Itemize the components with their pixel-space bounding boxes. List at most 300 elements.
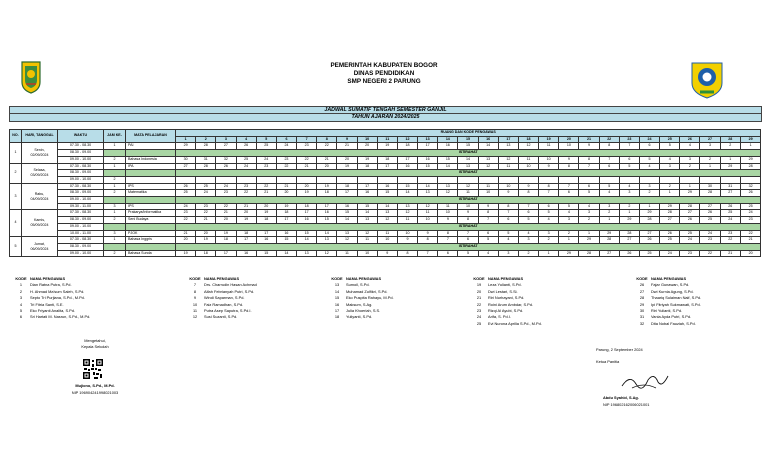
supervisor-code: 2: [19, 288, 23, 294]
supervisor-code: 12: [397, 210, 417, 217]
supervisor-code: 17: [276, 217, 296, 224]
supervisor-code: 5: [599, 183, 619, 190]
supervisor-code: 24: [256, 156, 276, 163]
supervisor-code: 14: [297, 237, 317, 244]
supervisor-code: 27: [619, 237, 639, 244]
time-cell: 07.30 - 08.30: [58, 143, 104, 150]
supervisor-code: 28: [660, 210, 680, 217]
supervisor-code: 17: [377, 163, 397, 170]
supervisor-code: 10: [377, 237, 397, 244]
supervisor-code: 27: [639, 230, 659, 237]
supervisor-code: 22: [740, 230, 761, 237]
supervisor-code: 27: [639, 288, 645, 294]
supervisor-code: 24: [276, 143, 296, 150]
supervisor-code: 27: [680, 210, 700, 217]
supervisor-code: 18: [256, 217, 276, 224]
supervisor-code: 22: [236, 190, 256, 197]
supervisor-code: 28: [740, 163, 761, 170]
day-number: 5: [10, 237, 22, 257]
room-number: 21: [579, 136, 599, 143]
supervisor-code: 1: [639, 203, 659, 210]
supervisor-code: [579, 176, 599, 183]
room-number: 22: [599, 136, 619, 143]
room-number: 1: [176, 136, 196, 143]
supervisor-code: 6: [458, 237, 478, 244]
room-number: 14: [438, 136, 458, 143]
supervisor-code: 30: [700, 183, 720, 190]
supervisor-code: 11: [357, 237, 377, 244]
supervisor-code: 4: [478, 250, 498, 257]
supervisor-code: 1: [720, 156, 740, 163]
time-cell: 09.00 - 10.00: [58, 156, 104, 163]
header-day: HARI, TANGGAL: [22, 130, 58, 143]
supervisor-code: 20: [176, 237, 196, 244]
supervisor-code: 21: [256, 190, 276, 197]
break-cell: [126, 243, 176, 250]
supervisor-code: 5: [458, 250, 478, 257]
committee-nip: NIP 196802162006021001: [603, 402, 650, 407]
supervisor-code: 24: [236, 163, 256, 170]
supervisor-entry: [186, 314, 257, 320]
supervisor-code: 20: [196, 230, 216, 237]
supervisor-code: 21: [337, 143, 357, 150]
supervisor-code: 28: [619, 230, 639, 237]
supervisor-code: 23: [196, 203, 216, 210]
supervisor-name: Arifa, S. Pd.I.: [488, 314, 511, 320]
supervisor-code: 9: [498, 190, 518, 197]
supervisor-code: 23: [216, 190, 236, 197]
supervisor-code: 27: [216, 143, 236, 150]
table-row: [10, 183, 761, 190]
supervisor-code: 10: [478, 190, 498, 197]
supervisor-code: 32: [639, 320, 645, 326]
supervisor-code: 10: [192, 301, 198, 307]
day-number: 3: [10, 183, 22, 210]
supervisor-name: Maksum, S.Ag.: [346, 301, 373, 307]
room-number: 20: [559, 136, 579, 143]
room-number: 27: [700, 136, 720, 143]
time-cell: 07.30 - 08.30: [58, 237, 104, 244]
supervisor-code: 26: [176, 183, 196, 190]
room-number: 5: [256, 136, 276, 143]
supervisor-code: 10: [357, 250, 377, 257]
supervisor-code: [539, 176, 559, 183]
committee-role: Ketua Panitia: [596, 359, 620, 364]
jam-cell: 1: [104, 143, 126, 150]
supervisor-code: 13: [337, 230, 357, 237]
table-row: [10, 250, 761, 257]
day-number: 1: [10, 143, 22, 163]
table-row: [10, 150, 761, 157]
room-number: 15: [458, 136, 478, 143]
supervisor-name: Dita Nobal Fauziah, S.Pd.: [651, 320, 696, 326]
supervisor-code: 13: [438, 183, 458, 190]
supervisor-code: 29: [740, 156, 761, 163]
time-cell: 09.00 - 10.00: [58, 250, 104, 257]
supervisor-code: 11: [418, 210, 438, 217]
table-row: [10, 197, 761, 204]
supervisor-code: 29: [599, 230, 619, 237]
supervisor-code: 14: [337, 217, 357, 224]
supervisor-code: 28: [680, 203, 700, 210]
supervisor-code: 27: [599, 250, 619, 257]
supervisor-code: 31: [639, 314, 645, 320]
room-number: 7: [297, 136, 317, 143]
jam-cell: 2: [104, 176, 126, 183]
supervisor-code: 12: [518, 143, 538, 150]
room-number: 6: [276, 136, 296, 143]
supervisor-code: 14: [357, 210, 377, 217]
supervisor-code: 1: [680, 183, 700, 190]
break-cell: [104, 243, 126, 250]
supervisor-code: 26: [680, 217, 700, 224]
supervisor-code: 11: [518, 156, 538, 163]
table-row: [10, 223, 761, 230]
header-line-2: DINAS PENDIDIKAN: [353, 70, 415, 77]
day-number: 2: [10, 163, 22, 183]
supervisor-code: 6: [559, 190, 579, 197]
supervisor-code: [256, 176, 276, 183]
supervisor-code: 5: [639, 156, 659, 163]
supervisor-code: 12: [192, 314, 198, 320]
supervisor-code: 9: [478, 203, 498, 210]
supervisor-name: Septo Tri Purjiana, S.Pd., M.Pd.: [30, 295, 85, 301]
supervisor-code: 8: [559, 163, 579, 170]
room-number: 19: [539, 136, 559, 143]
supervisor-code: 1: [539, 250, 559, 257]
jam-cell: 1: [104, 163, 126, 170]
supervisor-code: 17: [216, 250, 236, 257]
subject-cell: Bahasa Sunda: [126, 250, 176, 257]
supervisor-code: 11: [192, 308, 198, 314]
supervisor-code: 32: [740, 183, 761, 190]
supervisor-name: Roini Arum Ambdar, S.Pd.: [488, 301, 533, 307]
break-cell: [104, 197, 126, 204]
supervisor-code: 29: [579, 237, 599, 244]
supervisor-code: 17: [418, 143, 438, 150]
jam-cell: 2: [104, 217, 126, 224]
supervisor-code: 14: [334, 288, 340, 294]
supervisor-code: 20: [297, 183, 317, 190]
supervisor-code: 8: [579, 156, 599, 163]
supervisor-code: 25: [720, 210, 740, 217]
supervisor-code: 21: [236, 203, 256, 210]
supervisor-name: Dwi Lestari, S.Si.: [488, 288, 518, 294]
supervisor-code: [397, 176, 417, 183]
supervisor-code: 25: [236, 156, 256, 163]
supervisor-code: 2: [518, 250, 538, 257]
supervisor-name: Faiz Ramadhan, S.Pd.: [204, 301, 244, 307]
break-cell: [126, 223, 176, 230]
supervisor-name: Eko Puspita Rahayu, M.Pd.: [346, 295, 394, 301]
supervisor-name: Rizqi Al Ayubi, S.Pd.: [488, 308, 524, 314]
supervisor-code: 2: [619, 203, 639, 210]
table-header-row: [10, 130, 761, 137]
supervisor-code: 15: [357, 203, 377, 210]
supervisor-code: 5: [19, 308, 23, 314]
supervisor-code: 14: [276, 250, 296, 257]
supervisor-code: 28: [196, 163, 216, 170]
supervisor-name: Dwi Kurnia Agung, S.Pd.: [651, 288, 694, 294]
table-row: [10, 163, 761, 170]
supervisor-code: 22: [176, 217, 196, 224]
header-time: WAKTU: [58, 130, 104, 143]
room-number: 10: [357, 136, 377, 143]
supervisor-code: 3: [498, 250, 518, 257]
supervisor-code: 16: [438, 143, 458, 150]
room-number: 18: [518, 136, 538, 143]
supervisor-code: 20: [216, 217, 236, 224]
room-number: 2: [196, 136, 216, 143]
room-number: 13: [418, 136, 438, 143]
supervisor-code: 20: [337, 156, 357, 163]
time-cell: 08.30 - 09.00: [58, 243, 104, 250]
time-cell: 07.30 - 08.30: [58, 163, 104, 170]
supervisor-code: 21: [176, 230, 196, 237]
supervisor-name: Alfah Febrianyah Putri, S.Pd.: [204, 288, 255, 294]
supervisor-code: 21: [317, 156, 337, 163]
supervisor-code: 12: [478, 163, 498, 170]
supervisor-code: 29: [639, 301, 645, 307]
legend-name-header: NAMA PENGAWAS: [346, 276, 382, 281]
day-date: 04/09/2024: [30, 196, 49, 201]
supervisor-code: 15: [418, 163, 438, 170]
supervisor-code: 4: [559, 210, 579, 217]
supervisor-code: 13: [297, 250, 317, 257]
supervisor-code: 3: [639, 183, 659, 190]
header-subject: MATA PELAJARAN: [126, 130, 176, 143]
supervisor-code: 15: [438, 156, 458, 163]
supervisor-code: 31: [720, 183, 740, 190]
supervisor-code: 3: [539, 230, 559, 237]
supervisor-code: 22: [276, 163, 296, 170]
supervisor-code: 10: [539, 156, 559, 163]
supervisor-code: 9: [418, 230, 438, 237]
qr-code-icon: [82, 358, 104, 380]
supervisor-code: 26: [720, 203, 740, 210]
subject-cell: Bahasa Inggris: [126, 237, 176, 244]
supervisor-code: 11: [377, 230, 397, 237]
day-date: 02/09/2024: [30, 152, 49, 157]
supervisor-code: 10: [559, 143, 579, 150]
supervisor-name: Sri Hartati M. Nasrun, S.Pd., M.Pd.: [30, 314, 91, 320]
day-date: 06/09/2024: [30, 246, 49, 251]
supervisor-code: 19: [176, 250, 196, 257]
supervisor-code: 13: [478, 156, 498, 163]
supervisor-code: 1: [599, 217, 619, 224]
supervisor-code: 23: [236, 183, 256, 190]
supervisor-code: 21: [276, 183, 296, 190]
supervisor-code: 7: [478, 217, 498, 224]
supervisor-code: 29: [619, 217, 639, 224]
day-cell: [22, 143, 58, 163]
subject-cell: Matematika: [126, 190, 176, 197]
supervisor-code: 22: [216, 203, 236, 210]
supervisor-code: 16: [377, 183, 397, 190]
supervisor-code: 14: [478, 143, 498, 150]
supervisor-code: [498, 176, 518, 183]
supervisor-code: 22: [317, 143, 337, 150]
day-name: Senin,: [34, 147, 45, 152]
legend-code-header: KODE: [473, 276, 485, 281]
jam-cell: 2: [104, 190, 126, 197]
supervisor-code: 8: [539, 183, 559, 190]
supervisor-code: 9: [377, 250, 397, 257]
supervisor-code: 20: [357, 143, 377, 150]
supervisor-code: 28: [700, 190, 720, 197]
supervisor-code: 25: [476, 320, 482, 326]
supervisor-code: 23: [256, 163, 276, 170]
supervisor-code: 19: [276, 203, 296, 210]
supervisor-code: 12: [377, 217, 397, 224]
supervisor-name: Julia Khoeriah, S.S.: [346, 308, 381, 314]
table-row: [10, 243, 761, 250]
supervisor-name: Dian Ratna Putra, S.Pd.: [30, 282, 72, 288]
supervisor-code: 8: [438, 230, 458, 237]
supervisor-code: 11: [458, 190, 478, 197]
table-row: [10, 156, 761, 163]
supervisor-code: 15: [458, 143, 478, 150]
time-cell: 07.30 - 08.30: [58, 183, 104, 190]
jam-cell: 3: [104, 203, 126, 210]
supervisor-code: 10: [498, 183, 518, 190]
supervisor-code: 30: [639, 308, 645, 314]
supervisor-column: [186, 276, 257, 321]
room-number: 16: [478, 136, 498, 143]
supervisor-column: [328, 276, 394, 321]
supervisor-code: 28: [579, 250, 599, 257]
legend-name-header: NAMA PENGAWAS: [651, 276, 687, 281]
supervisor-code: 6: [539, 203, 559, 210]
supervisor-code: 13: [418, 190, 438, 197]
supervisor-code: 4: [639, 163, 659, 170]
supervisor-code: 24: [680, 237, 700, 244]
subject-cell: PAI: [126, 143, 176, 150]
supervisor-name: Putra Asep Saputra, S.Pd.I.: [204, 308, 252, 314]
day-date: 05/09/2024: [30, 223, 49, 228]
supervisor-code: 17: [297, 210, 317, 217]
supervisor-code: 2: [539, 237, 559, 244]
jam-cell: 1: [104, 237, 126, 244]
supervisor-code: 19: [377, 143, 397, 150]
subject-cell: IPS: [126, 183, 176, 190]
supervisor-code: 4: [518, 230, 538, 237]
supervisor-code: 14: [377, 203, 397, 210]
supervisor-code: 20: [256, 203, 276, 210]
supervisor-code: 13: [334, 282, 340, 288]
room-number: 28: [720, 136, 740, 143]
supervisor-code: 15: [276, 237, 296, 244]
place-date: Parung, 2 September 2024: [596, 347, 643, 352]
supervisor-code: 16: [297, 217, 317, 224]
supervisor-code: 2: [720, 143, 740, 150]
supervisor-code: 26: [700, 210, 720, 217]
supervisor-code: 16: [397, 163, 417, 170]
supervisor-code: [478, 176, 498, 183]
supervisor-code: 23: [476, 308, 482, 314]
supervisor-code: 12: [357, 230, 377, 237]
table-row: [10, 230, 761, 237]
supervisor-code: 23: [276, 156, 296, 163]
supervisor-code: 9: [579, 143, 599, 150]
legend-code-header: KODE: [331, 276, 343, 281]
supervisor-code: 18: [317, 190, 337, 197]
supervisor-code: 12: [438, 190, 458, 197]
supervisor-code: 11: [539, 143, 559, 150]
supervisor-code: 23: [176, 210, 196, 217]
supervisor-code: 1: [740, 143, 761, 150]
room-number: 25: [660, 136, 680, 143]
supervisor-code: 8: [193, 288, 197, 294]
supervisor-code: 20: [276, 190, 296, 197]
supervisor-code: 17: [357, 183, 377, 190]
supervisor-code: 3: [619, 190, 639, 197]
day-name: Selasa,: [33, 168, 46, 173]
supervisor-code: 17: [256, 230, 276, 237]
supervisor-name: Yuliyanti, S.Pd.: [346, 314, 373, 320]
supervisor-code: 19: [317, 183, 337, 190]
time-cell: 09.00 - 10.00: [58, 223, 104, 230]
supervisor-code: 15: [256, 250, 276, 257]
supervisor-code: 19: [297, 190, 317, 197]
supervisor-code: 7: [518, 203, 538, 210]
supervisor-code: 9: [193, 295, 197, 301]
legend-name-header: NAMA PENGAWAS: [30, 276, 66, 281]
supervisor-code: 18: [397, 143, 417, 150]
break-cell: [104, 223, 126, 230]
supervisor-code: 27: [720, 190, 740, 197]
supervisor-code: 17: [397, 156, 417, 163]
supervisor-code: 14: [317, 230, 337, 237]
supervisor-code: [297, 176, 317, 183]
legend-name-header: NAMA PENGAWAS: [488, 276, 524, 281]
legend-name-header: NAMA PENGAWAS: [204, 276, 240, 281]
supervisor-code: 7: [559, 183, 579, 190]
time-cell: 08.30 - 09.00: [58, 190, 104, 197]
supervisor-name: Susi Suzanti, S.Pd.: [204, 314, 238, 320]
supervisor-name: Eko Friyanti Analita, S.Pd.: [30, 308, 75, 314]
supervisor-code: 16: [337, 203, 357, 210]
supervisor-code: 3: [518, 237, 538, 244]
supervisor-code: 29: [680, 190, 700, 197]
supervisor-code: [216, 176, 236, 183]
supervisor-code: 6: [619, 156, 639, 163]
supervisor-code: [458, 176, 478, 183]
supervisor-code: 16: [317, 210, 337, 217]
supervisor-code: 22: [256, 183, 276, 190]
supervisor-code: 6: [518, 210, 538, 217]
supervisor-code: 5: [498, 230, 518, 237]
supervisor-code: 19: [216, 230, 236, 237]
supervisor-code: 13: [317, 237, 337, 244]
break-cell: [126, 170, 176, 177]
supervisor-code: 28: [599, 237, 619, 244]
supervisor-code: 7: [599, 156, 619, 163]
supervisor-code: 7: [418, 250, 438, 257]
supervisor-code: 31: [196, 156, 216, 163]
supervisor-code: 4: [498, 237, 518, 244]
day-name: Jumat,: [34, 241, 45, 246]
supervisor-code: 20: [740, 250, 761, 257]
break-cell: [126, 197, 176, 204]
supervisor-name: Ipi Fitriyah Sukmawati, S.Pd.: [651, 301, 701, 307]
supervisor-code: 21: [740, 237, 761, 244]
supervisor-code: 15: [317, 217, 337, 224]
room-number: 17: [498, 136, 518, 143]
supervisor-name: Tri Fitria Santi, S.E.: [30, 301, 64, 307]
supervisor-code: 8: [498, 203, 518, 210]
supervisor-code: 2: [599, 210, 619, 217]
